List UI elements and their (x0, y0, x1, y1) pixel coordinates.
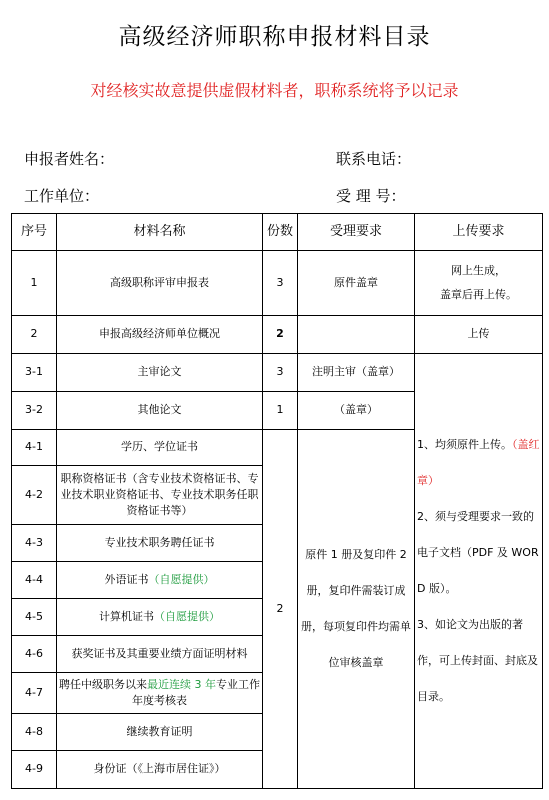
row-copies: 1 (263, 392, 298, 430)
row-upload: 上传 (415, 316, 543, 354)
row-name: 申报高级经济师单位概况 (57, 316, 263, 354)
row-copies: 3 (263, 251, 298, 316)
header-name: 材料名称 (57, 214, 263, 251)
row-name: 继续教育证明 (57, 714, 263, 751)
row-no: 4-8 (12, 714, 57, 751)
header-accept: 受理要求 (298, 214, 415, 251)
upload-line-2: 盖章后再上传。 (440, 288, 517, 301)
row-no: 4-4 (12, 562, 57, 599)
group4-copies: 2 (263, 430, 298, 789)
row-name: 专业技术职务聘任证书 (57, 525, 263, 562)
table-row (12, 354, 543, 392)
note-1: 1、均须原件上传。 (417, 438, 512, 451)
row-name: 其他论文 (57, 392, 263, 430)
phone-label: 联系电话： (336, 150, 412, 168)
row-name: 身份证（《上海市居住证》） (57, 751, 263, 789)
note-3: 3、如论文为出版的著作，可上传封面、封底及目录。 (417, 618, 538, 703)
row-name (57, 562, 263, 599)
row-no: 4-2 (12, 466, 57, 525)
row-no: 2 (12, 316, 57, 354)
header-upload: 上传要求 (415, 214, 543, 251)
row-name (57, 599, 263, 636)
employer-label: 工作单位： (24, 187, 100, 205)
row-no: 4-9 (12, 751, 57, 789)
upload-notes (415, 354, 543, 789)
materials-table (11, 213, 543, 789)
row-name (57, 673, 263, 714)
row-accept: 原件盖章 (298, 251, 415, 316)
note-2: 2、须与受理要求一致的电子文档（PDF 及 WORD 版）。 (417, 510, 539, 595)
row-upload (415, 251, 543, 316)
header-copies: 份数 (263, 214, 298, 251)
upload-line-1: 网上生成， (451, 264, 506, 277)
row-accept: （盖章） (298, 392, 415, 430)
table-row (12, 251, 543, 316)
group4-accept: 原件 1 册及复印件 2 册，复印件需装订成册，每项复印件均需单位审核盖章 (298, 430, 415, 789)
row-no: 4-5 (12, 599, 57, 636)
row-name-main: 计算机证书 (99, 609, 154, 623)
voluntary-note: （自愿提供） (154, 609, 220, 623)
row-name-highlight: 最近连续 3 年 (147, 677, 216, 691)
row-no: 4-1 (12, 430, 57, 466)
row-name: 获奖证书及其重要业绩方面证明材料 (57, 636, 263, 673)
row-accept: 注明主审（盖章） (298, 354, 415, 392)
acceptance-number-label: 受 理 号： (336, 187, 406, 205)
header-no: 序号 (12, 214, 57, 251)
table-header-row (12, 214, 543, 251)
warning-notice: 对经核实故意提供虚假材料者，职称系统将予以记录 (90, 81, 459, 100)
row-no: 4-6 (12, 636, 57, 673)
row-name: 职称资格证书（含专业技术资格证书、专业技术职业资格证书、专业技术职务任职资格证书等） (57, 466, 263, 525)
row-name-part-a: 聘任中级职务以来 (59, 677, 147, 691)
row-no: 1 (12, 251, 57, 316)
row-accept (298, 316, 415, 354)
page-title: 高级经济师职称申报材料目录 (118, 24, 431, 50)
row-name: 主审论文 (57, 354, 263, 392)
row-no: 3-1 (12, 354, 57, 392)
row-name-part-c: 专业工作年度考核表 (132, 677, 260, 707)
table-row (12, 316, 543, 354)
row-copies: 2 (263, 316, 298, 354)
applicant-name-label: 申报者姓名： (24, 150, 115, 168)
note-1-red: （盖红章） (417, 438, 540, 487)
row-no: 4-7 (12, 673, 57, 714)
row-name: 学历、学位证书 (57, 430, 263, 466)
voluntary-note: （自愿提供） (148, 572, 215, 586)
row-name: 高级职称评审申报表 (57, 251, 263, 316)
row-name-main: 外语证书 (104, 572, 149, 586)
row-no: 3-2 (12, 392, 57, 430)
row-no: 4-3 (12, 525, 57, 562)
row-copies: 3 (263, 354, 298, 392)
